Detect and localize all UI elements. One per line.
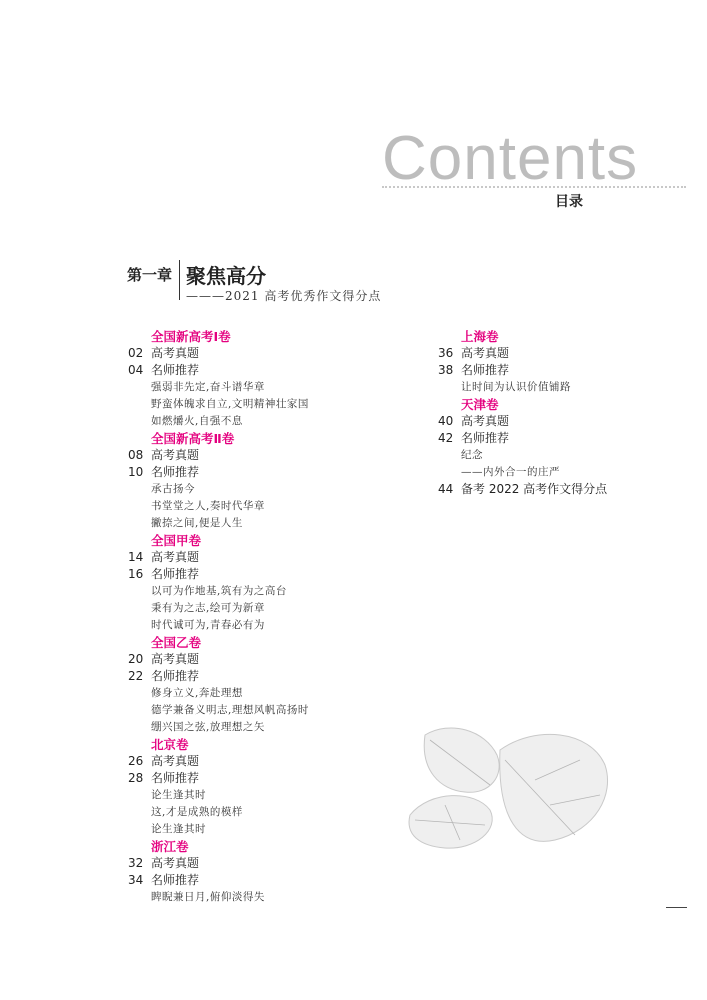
essay-title[interactable]: 纪念	[461, 449, 483, 461]
entry-label: 高考真题	[151, 652, 200, 666]
page-number: 28	[128, 771, 144, 785]
toc-entry[interactable]	[128, 464, 368, 481]
essay-title[interactable]: 时代诚可为,青春必有为	[151, 619, 265, 631]
page-number: 20	[128, 652, 144, 666]
essay-title[interactable]: 德学兼备义明志,理想风帆高扬时	[151, 704, 309, 716]
section-title: 北京卷	[151, 737, 189, 752]
entry-label: 高考真题	[151, 754, 200, 768]
page-number: 38	[438, 363, 454, 377]
page-number: 40	[438, 414, 454, 428]
entry-label: 备考 2022 高考作文得分点	[461, 482, 608, 496]
section-title: 上海卷	[461, 329, 499, 344]
essay-title[interactable]: 这,才是成熟的模样	[151, 806, 243, 818]
page-number: 10	[128, 465, 144, 479]
footer-rule	[666, 907, 687, 908]
section-title: 浙江卷	[151, 839, 189, 854]
chapter-divider	[179, 260, 180, 300]
entry-label: 名师推荐	[151, 363, 200, 377]
essay-title[interactable]: 绷兴国之弦,放理想之矢	[151, 721, 265, 733]
toc-entry[interactable]	[128, 345, 368, 362]
page-number: 26	[128, 754, 144, 768]
entry-label: 高考真题	[151, 448, 200, 462]
essay-title[interactable]: 承古扬今	[151, 483, 195, 495]
dotted-divider	[382, 186, 686, 188]
leaf-illustration	[405, 720, 615, 855]
essay-title[interactable]: 睥睨兼日月,俯仰淡得失	[151, 891, 265, 903]
chapter-title: 聚焦高分	[186, 264, 266, 288]
essay-title[interactable]: 修身立义,奔赴理想	[151, 687, 243, 699]
toc-entry[interactable]	[438, 430, 678, 447]
contents-heading: Contents	[382, 124, 639, 193]
essay-title[interactable]: 论生逢其时	[151, 823, 206, 835]
entry-label: 高考真题	[461, 346, 510, 360]
essay-title[interactable]: 以可为作地基,筑有为之高台	[151, 585, 287, 597]
chapter-label: 第一章	[127, 266, 173, 284]
entry-label: 名师推荐	[151, 873, 200, 887]
entry-label: 名师推荐	[151, 465, 200, 479]
page-number: 02	[128, 346, 144, 360]
toc-left-column	[128, 328, 368, 906]
toc-entry[interactable]	[438, 413, 678, 430]
page-number: 08	[128, 448, 144, 462]
toc-entry[interactable]	[438, 362, 678, 379]
essay-title[interactable]: 如燃爝火,自强不息	[151, 415, 243, 427]
toc-entry[interactable]	[128, 872, 368, 889]
page-number: 36	[438, 346, 454, 360]
page-number: 42	[438, 431, 454, 445]
toc-entry[interactable]	[438, 345, 678, 362]
essay-title[interactable]: 强弱非先定,奋斗谱华章	[151, 381, 265, 393]
page-number: 34	[128, 873, 144, 887]
chapter-subtitle: ———2021 高考优秀作文得分点	[186, 289, 382, 303]
toc-entry[interactable]	[128, 447, 368, 464]
entry-label: 高考真题	[461, 414, 510, 428]
toc-entry[interactable]	[438, 481, 678, 498]
section-title: 全国乙卷	[151, 635, 202, 650]
essay-title[interactable]: ——内外合一的庄严	[461, 466, 560, 478]
toc-entry[interactable]	[128, 651, 368, 668]
page-number: 14	[128, 550, 144, 564]
toc-entry[interactable]	[128, 549, 368, 566]
page-number: 32	[128, 856, 144, 870]
section-title: 天津卷	[461, 397, 499, 412]
toc-entry[interactable]	[128, 668, 368, 685]
toc-entry[interactable]	[128, 855, 368, 872]
entry-label: 高考真题	[151, 346, 200, 360]
essay-title[interactable]: 论生逢其时	[151, 789, 206, 801]
page-number: 22	[128, 669, 144, 683]
toc-entry[interactable]	[128, 362, 368, 379]
entry-label: 高考真题	[151, 550, 200, 564]
toc-title: 目录	[555, 194, 583, 210]
entry-label: 名师推荐	[151, 771, 200, 785]
page-number: 04	[128, 363, 144, 377]
essay-title[interactable]: 书堂堂之人,奏时代华章	[151, 500, 265, 512]
entry-label: 名师推荐	[151, 567, 200, 581]
toc-right-column	[438, 328, 678, 498]
entry-label: 名师推荐	[461, 363, 510, 377]
page-number: 44	[438, 482, 454, 496]
essay-title[interactable]: 秉有为之志,绘可为新章	[151, 602, 265, 614]
toc-entry[interactable]	[128, 770, 368, 787]
toc-entry[interactable]	[128, 753, 368, 770]
essay-title[interactable]: 让时间为认识价值铺路	[461, 381, 571, 393]
section-title: 全国甲卷	[151, 533, 202, 548]
entry-label: 名师推荐	[461, 431, 510, 445]
section-title: 全国新高考Ⅰ卷	[151, 329, 231, 344]
essay-title[interactable]: 撇捺之间,便是人生	[151, 517, 243, 529]
entry-label: 高考真题	[151, 856, 200, 870]
page-number: 16	[128, 567, 144, 581]
essay-title[interactable]: 野蛮体魄求自立,文明精神壮家国	[151, 398, 309, 410]
toc-entry[interactable]	[128, 566, 368, 583]
entry-label: 名师推荐	[151, 669, 200, 683]
section-title: 全国新高考Ⅱ卷	[151, 431, 235, 446]
